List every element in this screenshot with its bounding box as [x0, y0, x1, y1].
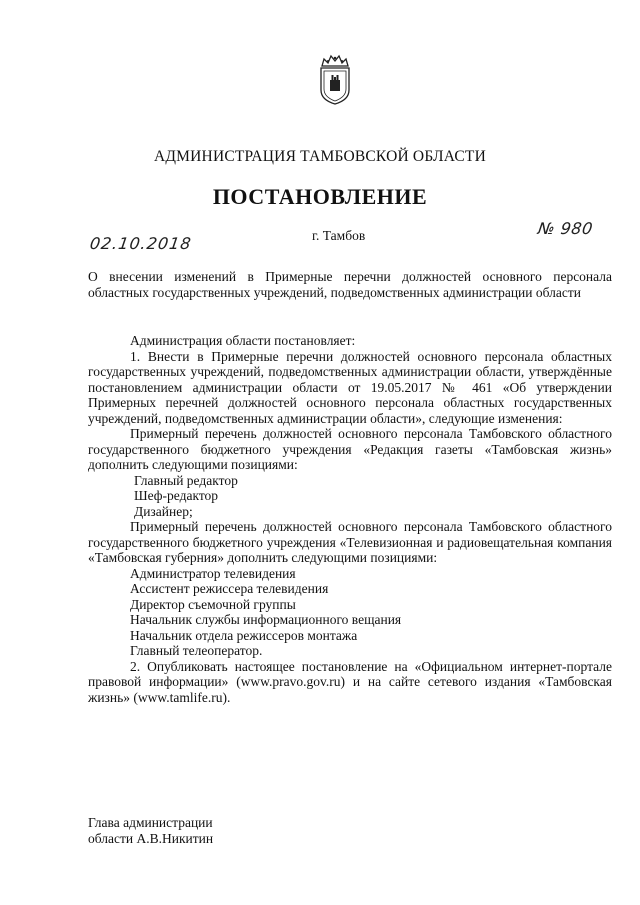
- coat-of-arms-icon: [316, 50, 354, 106]
- list-2-item: Ассистент режиссера телевидения: [130, 581, 329, 596]
- organization-name: АДМИНИСТРАЦИЯ ТАМБОВСКОЙ ОБЛАСТИ: [154, 148, 486, 165]
- paragraph-2: 2. Опубликовать настоящее постановление на «Официальном интернет-портале правовой информации» (www.pravo.gov.ru) и на сайте сетевого издания «Тамбовская жизнь» (www.tamlife.ru).: [88, 658, 612, 705]
- list-2-item: Директор съемочной группы: [130, 596, 296, 612]
- list-2-item: Начальник службы информационного вещания: [130, 612, 402, 627]
- list-1-item: Дизайнер;: [134, 503, 193, 519]
- list-2-item: Администратор телевидения: [130, 565, 296, 581]
- signature-line-2: области А.В.Никитин: [88, 831, 214, 846]
- list-1-item: Главный редактор: [134, 472, 238, 488]
- signature-line-1: Глава администрации: [88, 815, 213, 830]
- document-body: [88, 333, 612, 705]
- list-1-intro: Примерный перечень должностей основного персонала Тамбовского областного государственного бюджетного учреждения «Редакция газеты «Тамбовская жизнь» дополнить следующими позициями:: [88, 426, 612, 472]
- handwritten-number: № 980: [536, 219, 595, 238]
- paragraph-1: 1. Внести в Примерные перечни должностей основного персонала областных государственных учреждений, подведомственных администрации области, утверждённые постановлением администрации области от 19.05.2017 № 461 «Об утверждении Примерных перечней должностей основного персонала областных государственных учреждений, подведомственных администрации области», следующие изменения:: [88, 348, 612, 426]
- document-type-title: ПОСТАНОВЛЕНИЕ: [212, 184, 428, 209]
- list-2-item: Главный телеоператор.: [130, 643, 263, 658]
- list-2-item: Начальник отдела режиссеров монтажа: [130, 627, 358, 643]
- signature-block: [88, 815, 213, 847]
- list-2-intro: Примерный перечень должностей основного персонала Тамбовского областного государственного бюджетного учреждения «Телевизионная и радиовещательная компания «Тамбовская губерния» дополнить следующими позициями:: [88, 519, 612, 565]
- list-1-item: Шеф-редактор: [134, 488, 219, 503]
- document-subject: О внесении изменений в Примерные перечни должностей основного персонала областных государственных учреждений, подведомственных администрации области: [88, 269, 612, 300]
- city: г. Тамбов: [312, 228, 366, 243]
- preamble: Администрация области постановляет:: [130, 333, 356, 348]
- handwritten-date: 02.10.2018: [88, 234, 193, 253]
